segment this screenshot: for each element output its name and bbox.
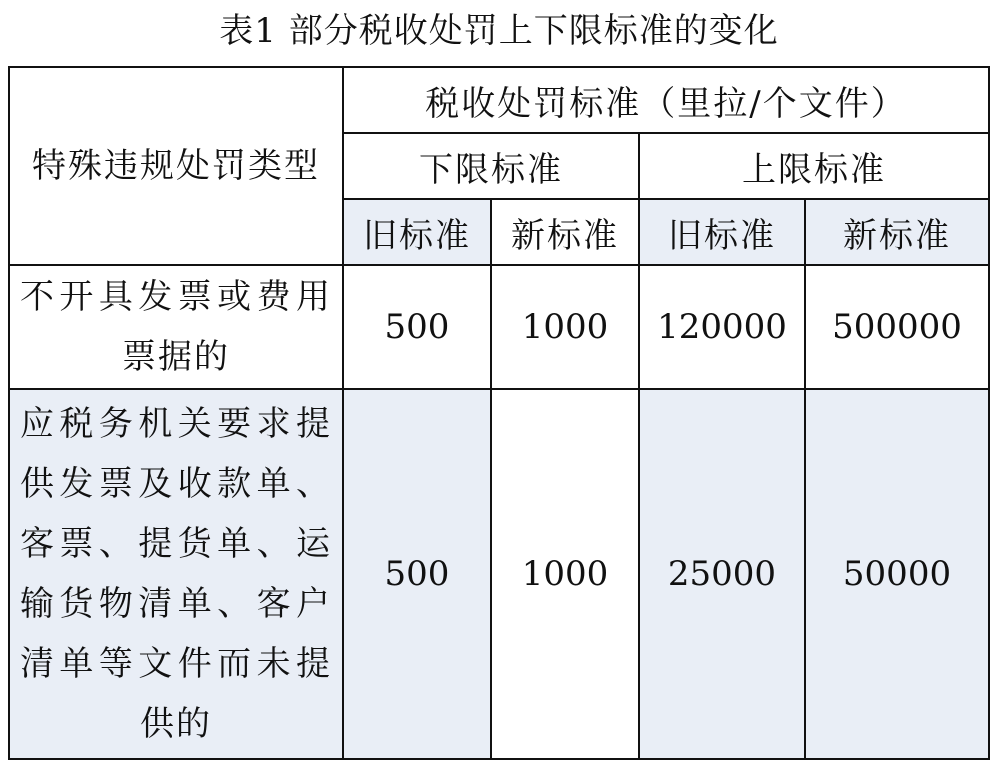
upper-new-value: 50000 (805, 389, 989, 759)
upper-old-value: 25000 (639, 389, 805, 759)
lower-new-value: 1000 (491, 389, 639, 759)
upper-new-value: 500000 (805, 265, 989, 389)
upper-limit-header: 上限标准 (639, 133, 989, 199)
table-caption: 表1 部分税收处罚上下限标准的变化 (219, 11, 779, 51)
upper-new-standard-header: 新标准 (805, 199, 989, 265)
table-row (9, 265, 989, 389)
violation-type-header: 特殊违规处罚类型 (9, 67, 343, 265)
lower-old-value: 500 (343, 389, 491, 759)
lower-new-value: 1000 (491, 265, 639, 389)
lower-old-standard-header: 旧标准 (343, 199, 491, 265)
lower-limit-header: 下限标准 (343, 133, 639, 199)
penalty-standards-table (8, 66, 990, 760)
lower-new-standard-header: 新标准 (491, 199, 639, 265)
violation-type-cell: 不开具发票或费用票据的 (9, 265, 343, 389)
upper-old-value: 120000 (639, 265, 805, 389)
table-row (9, 389, 989, 759)
upper-old-standard-header: 旧标准 (639, 199, 805, 265)
header-row-group (9, 67, 989, 133)
violation-type-cell: 应税务机关要求提供发票及收款单、客票、提货单、运输货物清单、客户清单等文件而未提供的 (9, 389, 343, 759)
penalty-standard-header: 税收处罚标准（里拉/个文件） (343, 67, 989, 133)
lower-old-value: 500 (343, 265, 491, 389)
